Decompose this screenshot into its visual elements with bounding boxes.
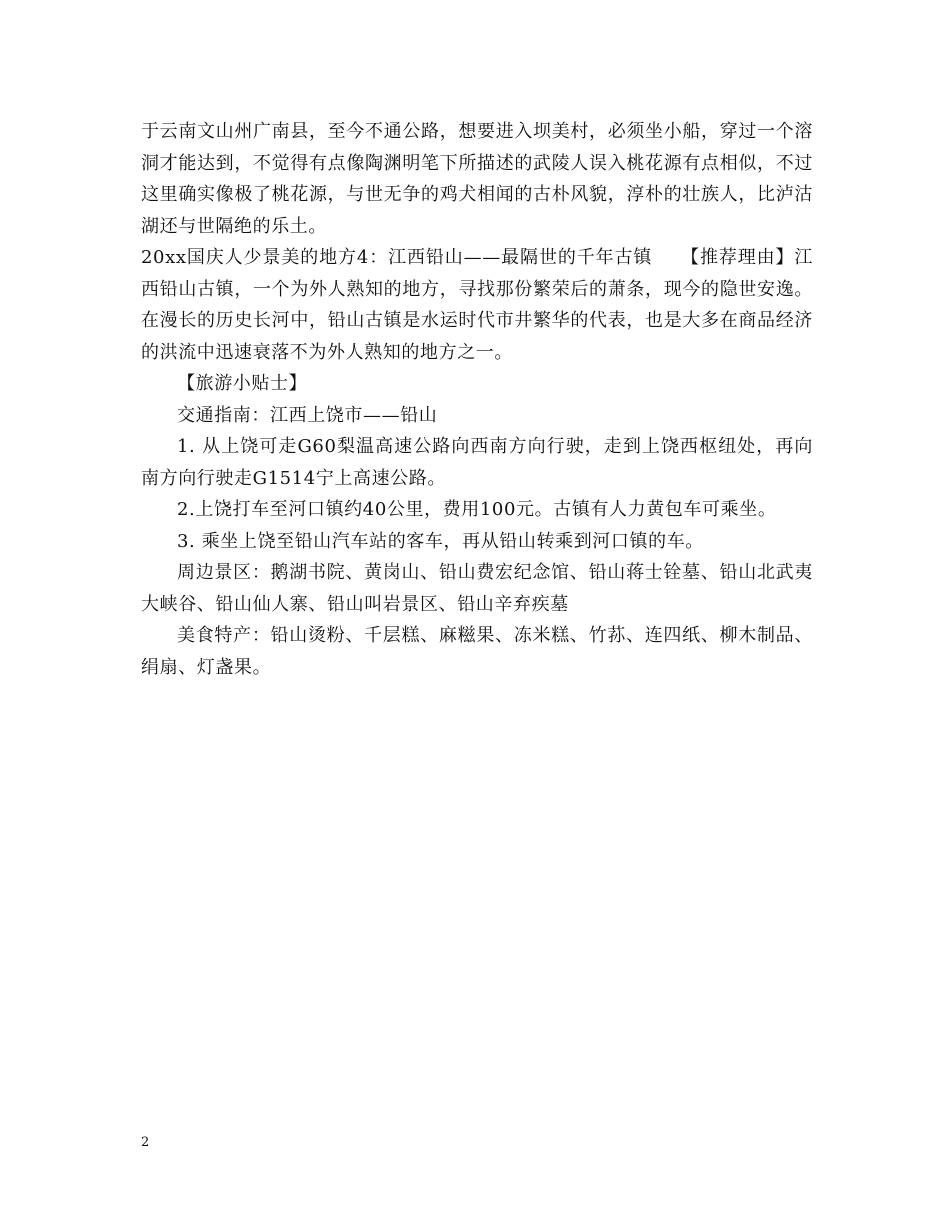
traffic-route-2: 2.上饶打车至河口镇约40公里，费用100元。古镇有人力黄包车可乘坐。	[177, 499, 777, 520]
nearby-attractions: 周边景区：鹅湖书院、黄岗山、铅山费宏纪念馆、铅山蒋士铨墓、铅山北武夷大峡谷、铅山仙人寨、铅山叫岩景区、铅山辛弃疾墓	[141, 562, 813, 615]
traffic-route-1: 1. 从上饶可走G60梨温高速公路向西南方向行驶，走到上饶西枢纽处，再向南方向行驶走G1514宁上高速公路。	[141, 436, 813, 489]
travel-tips-heading: 【旅游小贴士】	[177, 373, 308, 394]
traffic-guide-heading: 交通指南：江西上饶市——铅山	[177, 404, 438, 426]
document-body	[141, 116, 813, 683]
paragraph-bamei-village: 于云南文山州广南县，至今不通公路，想要进入坝美村，必须坐小船，穿过一个溶洞才能达到，不觉得有点像陶渊明笔下所描述的武陵人误入桃花源有点相似，不过这里确实像极了桃花源，与世无争的鸡犬相闻的古朴风貌，淳朴的壮族人，比泸沽湖还与世隔绝的乐土。	[141, 121, 813, 237]
page-number: 2	[141, 1135, 150, 1150]
paragraph-yanshan-intro: 20xx国庆人少景美的地方4：江西铅山——最隔世的千年古镇 【推荐理由】江西铅山古镇，一个为外人熟知的地方，寻找那份繁荣后的萧条，现今的隐世安逸。在漫长的历史长河中，铅山古镇是水运时代市井繁华的代表，也是大多在商品经济的洪流中迅速衰落不为外人熟知的地方之一。	[141, 247, 813, 363]
local-food-specialties: 美食特产：铅山烫粉、千层糕、麻糍果、冻米糕、竹荪、连四纸、柳木制品、绢扇、灯盏果。	[141, 625, 813, 678]
traffic-route-3: 3. 乘坐上饶至铅山汽车站的客车，再从铅山转乘到河口镇的车。	[177, 530, 704, 552]
